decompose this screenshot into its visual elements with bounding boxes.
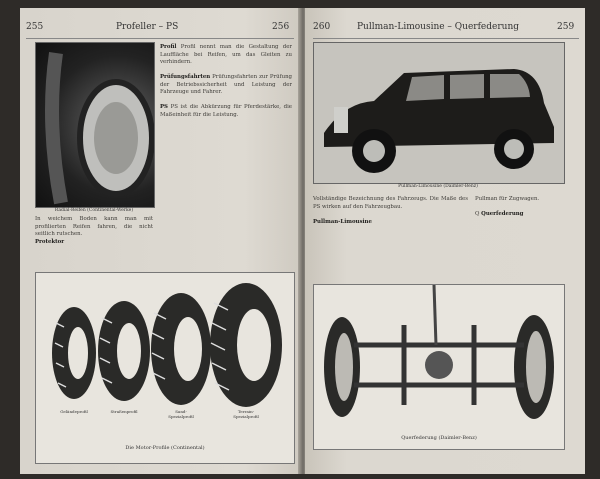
keyword-ps: PS <box>160 104 168 110</box>
chassis-drawing <box>314 285 564 435</box>
keyword-querfederung: Querfederung <box>481 211 524 217</box>
left-page <box>20 8 300 474</box>
right-paragraph-2: Pullman für Zugwagen. <box>475 196 540 202</box>
tire-photo-caption: Radial-Reifen (Continental-Werke) <box>54 208 134 213</box>
car-photo <box>313 42 565 184</box>
left-page-number: 255 <box>26 22 44 32</box>
header-rule-right <box>313 38 579 39</box>
tire-photo-drawing <box>36 43 154 207</box>
left-column <box>160 44 292 119</box>
right-text-left <box>313 196 468 226</box>
tire-profiles-drawing <box>36 273 294 423</box>
column-paragraph-2: Prüfungsfahrten zur Prüfung der Betriebssicherheit und Leistung der Fahrzeuge und Fahrer. <box>160 74 292 95</box>
column-paragraph-1: Profil nennt man die Gestaltung der Lauffläche bei Reifen, um das Gleiten zu verhindern. <box>160 44 292 65</box>
header-rule <box>26 38 294 39</box>
tire-label-1: Geländeprofil <box>60 409 88 414</box>
left-column-number: 256 <box>272 22 290 32</box>
left-body-text <box>35 216 153 246</box>
tires-caption: Die Motor-Profile (Continental) <box>125 445 205 451</box>
tire-photo <box>35 42 155 208</box>
right-text-right <box>475 196 579 219</box>
keyword-pullman: Pullman-Limousine <box>313 218 372 225</box>
left-running-head: Profeller – PS <box>116 22 179 32</box>
keyword-pruefungsfahrten: Prüfungsfahrten <box>160 74 211 80</box>
right-paragraph: Vollständige Bezeichnung des Fahrzeugs. Die Maße des PS wirken auf den Fahrzeugbau. <box>313 196 468 210</box>
side-letter: Q <box>475 211 480 217</box>
body-paragraph: In weichem Boden kann man mit profilierten Reifen fahren, die nicht seitlich rutschen. <box>35 216 153 237</box>
keyword-profil: Profil <box>160 44 177 50</box>
chassis-caption: Querfederung (Daimler-Benz) <box>401 435 477 441</box>
right-page <box>305 8 585 474</box>
car-drawing <box>314 43 564 183</box>
keyword-protektor: Protektor <box>35 238 65 245</box>
tire-label-3: Sand-Spezialprofil <box>168 409 194 419</box>
chassis-illustration <box>313 284 565 450</box>
tires-illustration <box>35 272 295 464</box>
column-paragraph-3: PS ist die Abkürzung für Pferdestärke, die Maßeinheit für die Leistung. <box>160 104 292 118</box>
tire-label-4: Terrain-Spezialprofil <box>233 409 259 419</box>
right-page-number: 259 <box>557 22 575 32</box>
right-running-head: Pullman-Limousine – Querfederung <box>357 22 519 32</box>
right-column-number: 260 <box>313 22 331 32</box>
tire-label-2: Straßenprofil <box>110 409 138 414</box>
car-photo-caption: Pullman-Limousine (Daimler-Benz) <box>398 184 478 189</box>
